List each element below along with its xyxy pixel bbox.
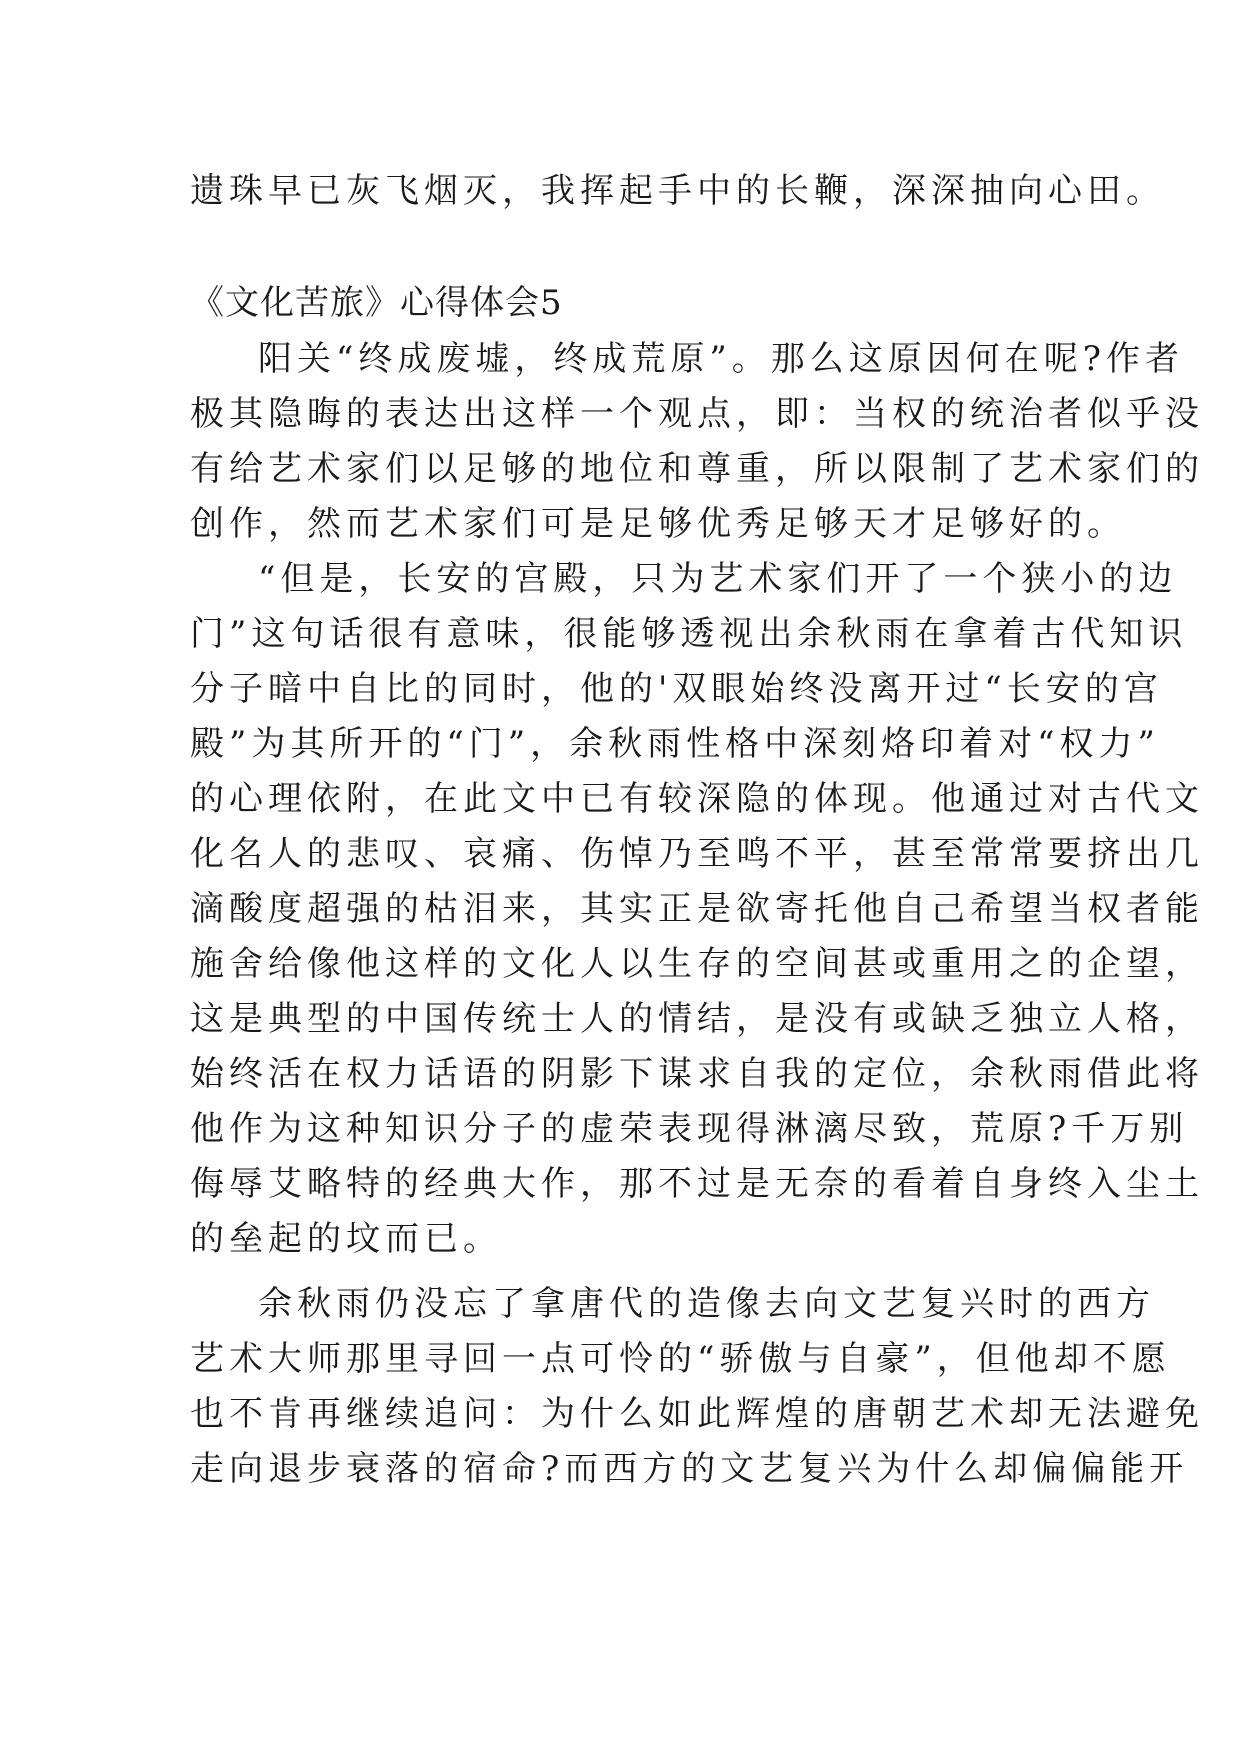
paragraph-2-line-3: 分子暗中自比的同时，他的'双眼始终没离开过“长安的宫	[190, 669, 1163, 709]
paragraph-2-line-9: 这是典型的中国传统士人的情结，是没有或缺乏独立人格，	[190, 999, 1204, 1039]
paragraph-3-line-3: 也不肯再继续追问：为什么如此辉煌的唐朝艺术却无法避免	[190, 1394, 1204, 1434]
paragraph-2-line-11: 他作为这种知识分子的虚荣表现得淋漓尽致，荒原?千万别	[190, 1109, 1189, 1149]
paragraph-3-line-1: 余秋雨仍没忘了拿唐代的造像去向文艺复兴时的西方	[258, 1284, 1155, 1324]
paragraph-3-line-2: 艺术大师那里寻回一点可怜的“骄傲与自豪”，但他却不愿	[190, 1339, 1171, 1379]
paragraph-2-line-2: 门”这句话很有意味，很能够透视出余秋雨在拿着古代知识	[190, 614, 1188, 654]
paragraph-2-line-8: 施舍给像他这样的文化人以生存的空间甚或重用之的企望，	[190, 944, 1204, 984]
paragraph-1-line-4: 创作，然而艺术家们可是足够优秀足够天才足够好的。	[190, 504, 1126, 544]
section-title: 《文化苦旅》心得体会5	[190, 283, 563, 323]
paragraph-1-line-3: 有给艺术家们以足够的地位和尊重，所以限制了艺术家们的	[190, 449, 1204, 489]
paragraph-2-line-12: 侮辱艾略特的经典大作，那不过是无奈的看着自身终入尘土	[190, 1164, 1204, 1204]
paragraph-2-line-7: 滴酸度超强的枯泪来，其实正是欲寄托他自己希望当权者能	[190, 889, 1204, 929]
paragraph-2-line-13: 的垒起的坟而已。	[190, 1219, 502, 1259]
paragraph-3-line-4: 走向退步衰落的宿命?而西方的文艺复兴为什么却偏偏能开	[190, 1449, 1189, 1489]
intro-line: 遗珠早已灰飞烟灭，我挥起手中的长鞭，深深抽向心田。	[190, 171, 1165, 211]
paragraph-1-line-2: 极其隐晦的表达出这样一个观点，即：当权的统治者似乎没	[190, 394, 1204, 434]
paragraph-2-line-4: 殿”为其所开的“门”，余秋雨性格中深刻烙印着对“权力”	[190, 724, 1160, 764]
paragraph-2-line-6: 化名人的悲叹、哀痛、伤悼乃至鸣不平，甚至常常要挤出几	[190, 834, 1204, 874]
paragraph-2-line-5: 的心理依附，在此文中已有较深隐的体现。他通过对古代文	[190, 779, 1204, 819]
paragraph-2-line-1: “但是，长安的宫殿，只为艺术家们开了一个狭小的边	[258, 559, 1178, 599]
paragraph-1-line-1: 阳关“终成废墟，终成荒原”。那么这原因何在呢?作者	[258, 339, 1184, 379]
paragraph-2-line-10: 始终活在权力话语的阴影下谋求自我的定位，余秋雨借此将	[190, 1054, 1204, 1094]
